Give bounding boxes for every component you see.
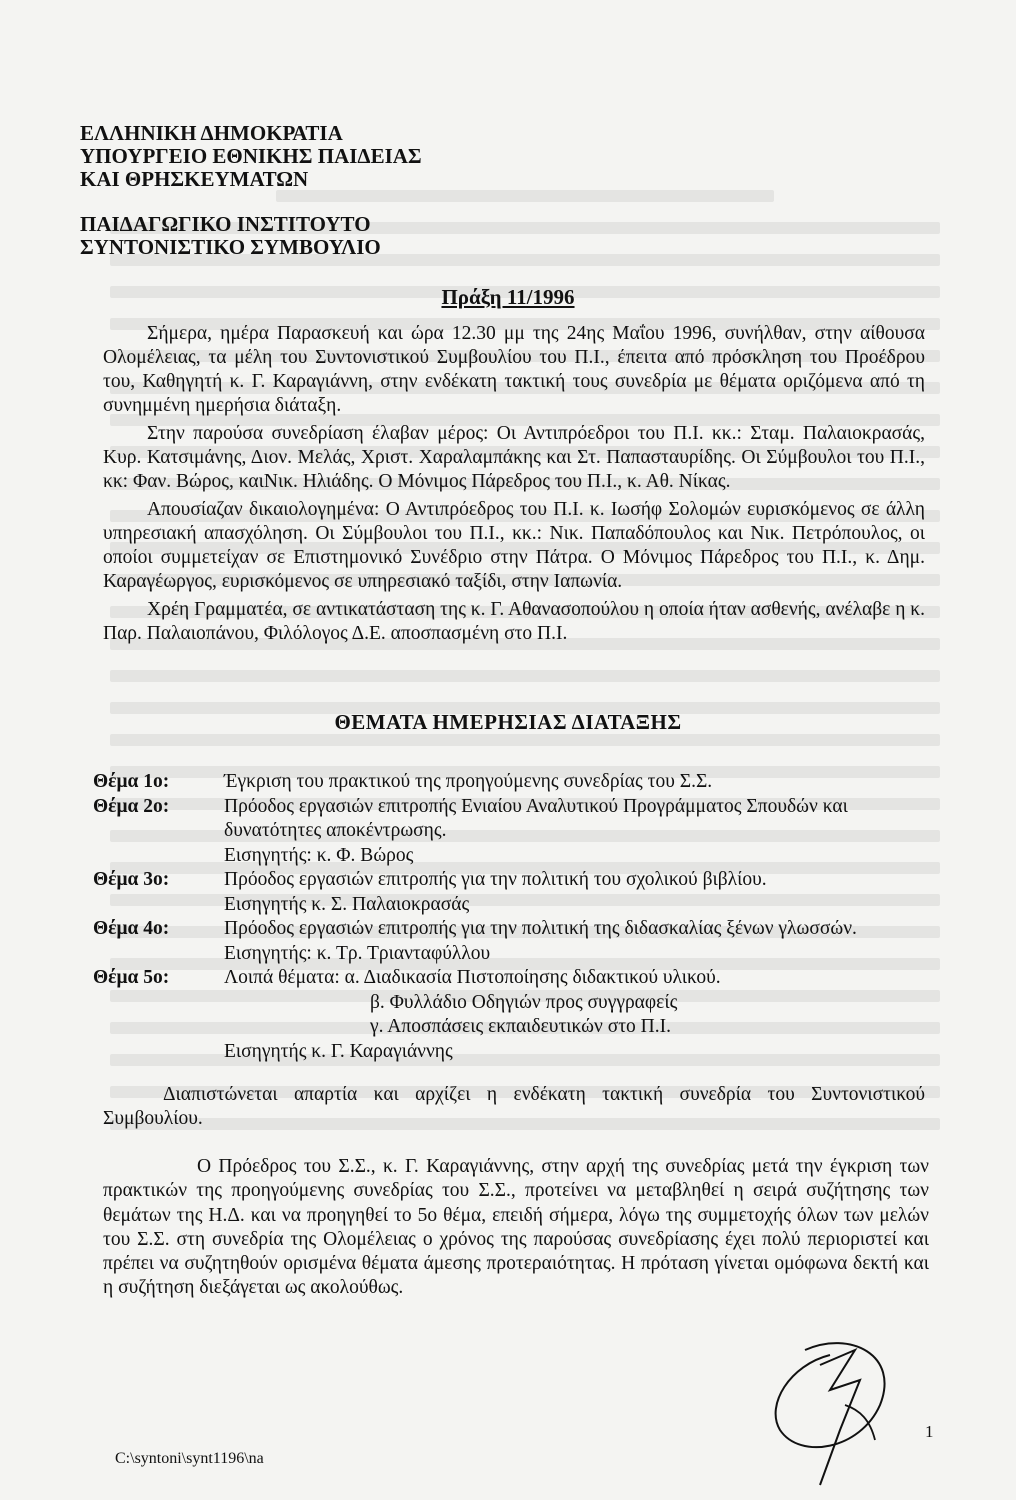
topic-text: Πρόοδος εργασιών επιτροπής για την πολιτική της διδασκαλίας ξένων γλωσσών.	[224, 918, 857, 939]
header-line: ΥΠΟΥΡΓΕΙΟ ΕΘΝΙΚΗΣ ΠΑΙΔΕΙΑΣ	[80, 144, 422, 168]
intro-paragraph: Χρέη Γραμματέα, σε αντικατάσταση της κ. Γ. Αθανασοπούλου η οποία ήταν ασθενής, ανέλαβε η κ. Παρ. Παλαιοπάνου, Φιλόλογος Δ.Ε. αποσπασμένη στο Π.Ι.	[103, 599, 926, 644]
proposal-paragraph: Ο Πρόεδρος του Σ.Σ., κ. Γ. Καραγιάννης, στην αρχή της συνεδρίας μετά την έγκριση των πρακτικών της προηγούμενης συνεδρίας του Σ.Σ., προτείνει να μεταβληθεί η σειρά συζήτησης των θεμάτων της Η.Δ. και να προηγηθεί το 5ο θέμα, επειδή σήμερα, λόγω της συμμετοχής όλων των μελών του Σ.Σ. στη συνεδρία της Ολομέλειας ο χρόνος της παρούσας συνεδρίασης έχει πολύ περιοριστεί και πρέπει να συζητηθούν ορισμένα θέματα άμεσης προτεραιότητας. Η πρόταση γίνεται ομόφωνα δεκτή και η συζήτηση διεξάγεται ως ακολούθως.	[103, 1156, 929, 1299]
intro-paragraph: Απουσίαζαν δικαιολογημένα: Ο Αντιπρόεδρος του Π.Ι. κ. Ιωσήφ Σολομών ευρισκόμενος σε άλλη υπηρεσιακή απασχόληση. Οι Σύμβουλοι του Π.Ι., κκ.: Νικ. Παπαδόπουλος και Νικ. Πετρόπουλος, οι οποίοι συμμετείχαν σε Επιστημονικό Συνέδριο στην Πάτρα. Ο Μόνιμος Πάρεδρος του Π.Ι., κ. Δημ. Καραγέωργος, ευρισκόμενος σε υπηρεσιακό ταξίδι, στην Ιαπωνία.	[103, 499, 925, 592]
topic-label: Θέμα 4ο:	[93, 918, 170, 939]
topic-text: Πρόοδος εργασιών επιτροπής για την πολιτική του σχολικού βιβλίου.	[224, 869, 767, 890]
topic-label: Θέμα 2ο:	[93, 795, 170, 817]
topic-text: Έγκριση του πρακτικού της προηγούμενης συνεδρίας του Σ.Σ.	[224, 771, 713, 792]
handwritten-signature	[760, 1310, 910, 1490]
quorum-paragraph: Διαπιστώνεται απαρτία και αρχίζει η ενδέκατη τακτική συνεδρία του Συντονιστικού Συμβουλίου.	[103, 1084, 925, 1129]
header-line: ΚΑΙ ΘΡΗΣΚΕΥΜΑΤΩΝ	[80, 167, 309, 191]
topic-rapporteur: Εισηγητής: κ. Φ. Βώρος	[224, 844, 414, 866]
document-title: Πράξη 11/1996	[441, 285, 575, 309]
topic-subitem: γ. Αποσπάσεις εκπαιδευτικών στο Π.Ι.	[370, 1016, 672, 1037]
agenda-item	[93, 868, 933, 917]
topic-text: Λοιπά θέματα: α. Διαδικασία Πιστοποίησης διδακτικού υλικού.	[224, 967, 721, 988]
header-line: ΕΛΛΗΝΙΚΗ ΔΗΜΟΚΡΑΤΙΑ	[80, 121, 343, 145]
page-number: 1	[925, 1422, 934, 1441]
agenda-item	[93, 770, 933, 795]
header-line: ΠΑΙΔΑΓΩΓΙΚΟ ΙΝΣΤΙΤΟΥΤΟ	[80, 212, 371, 236]
topic-rapporteur: Εισηγητής: κ. Τρ. Τριανταφύλλου	[224, 942, 491, 964]
topic-subitem: β. Φυλλάδιο Οδηγιών προς συγγραφείς	[370, 991, 678, 1013]
agenda-item	[93, 966, 933, 1064]
agenda-title: ΘΕΜΑΤΑ ΗΜΕΡΗΣΙΑΣ ΔΙΑΤΑΞΗΣ	[334, 710, 682, 734]
file-path-footer: C:\syntoni\synt1196\na	[115, 1450, 264, 1467]
quorum-section	[103, 1083, 925, 1131]
topic-rapporteur: Εισηγητής κ. Γ. Καραγιάννης	[224, 1040, 453, 1062]
intro-section	[103, 322, 925, 650]
topic-text: Πρόοδος εργασιών επιτροπής Ενιαίου Αναλυτικού Προγράμματος Σπουδών και δυνατότητες αποκέντρωσης.	[224, 795, 848, 841]
topic-label: Θέμα 1ο:	[93, 771, 170, 792]
agenda-item	[93, 917, 933, 966]
letterhead	[80, 122, 422, 259]
header-line: ΣΥΝΤΟΝΙΣΤΙΚΟ ΣΥΜΒΟΥΛΙΟ	[80, 235, 381, 259]
intro-paragraph: Σήμερα, ημέρα Παρασκευή και ώρα 12.30 μμ της 24ης Μαΐου 1996, συνήλθαν, στην αίθουσα Ολομέλειας, τα μέλη του Συντονιστικού Συμβουλίου του Π.Ι., έπειτα από πρόσκληση του Προέδρου του, Καθηγητή κ. Γ. Καραγιάννη, στην ενδέκατη τακτική τους συνεδρία με θέματα οριζόμενα από τη συνημμένη ημερήσια διάταξη.	[103, 323, 925, 416]
topic-label: Θέμα 5ο:	[93, 967, 170, 988]
agenda-list	[93, 770, 933, 1064]
proposal-section	[103, 1155, 929, 1301]
topic-label: Θέμα 3ο:	[93, 869, 170, 890]
topic-rapporteur: Εισηγητής κ. Σ. Παλαιοκρασάς	[224, 893, 470, 915]
intro-paragraph: Στην παρούσα συνεδρίαση έλαβαν μέρος: Οι Αντιπρόεδροι του Π.Ι. κκ.: Σταμ. Παλαιοκρασάς, Κυρ. Κατσιμάνης, Διον. Μελάς, Χριστ. Χαραλαμπάκης και Στ. Παπασταυρίδης. Οι Σύμβουλοι του Π.Ι., κκ: Φαν. Βώρος, καιΝικ. Ηλιάδης. Ο Μόνιμος Πάρεδρος του Π.Ι., κ. Αθ. Νίκας.	[103, 423, 925, 492]
agenda-item	[93, 795, 933, 869]
